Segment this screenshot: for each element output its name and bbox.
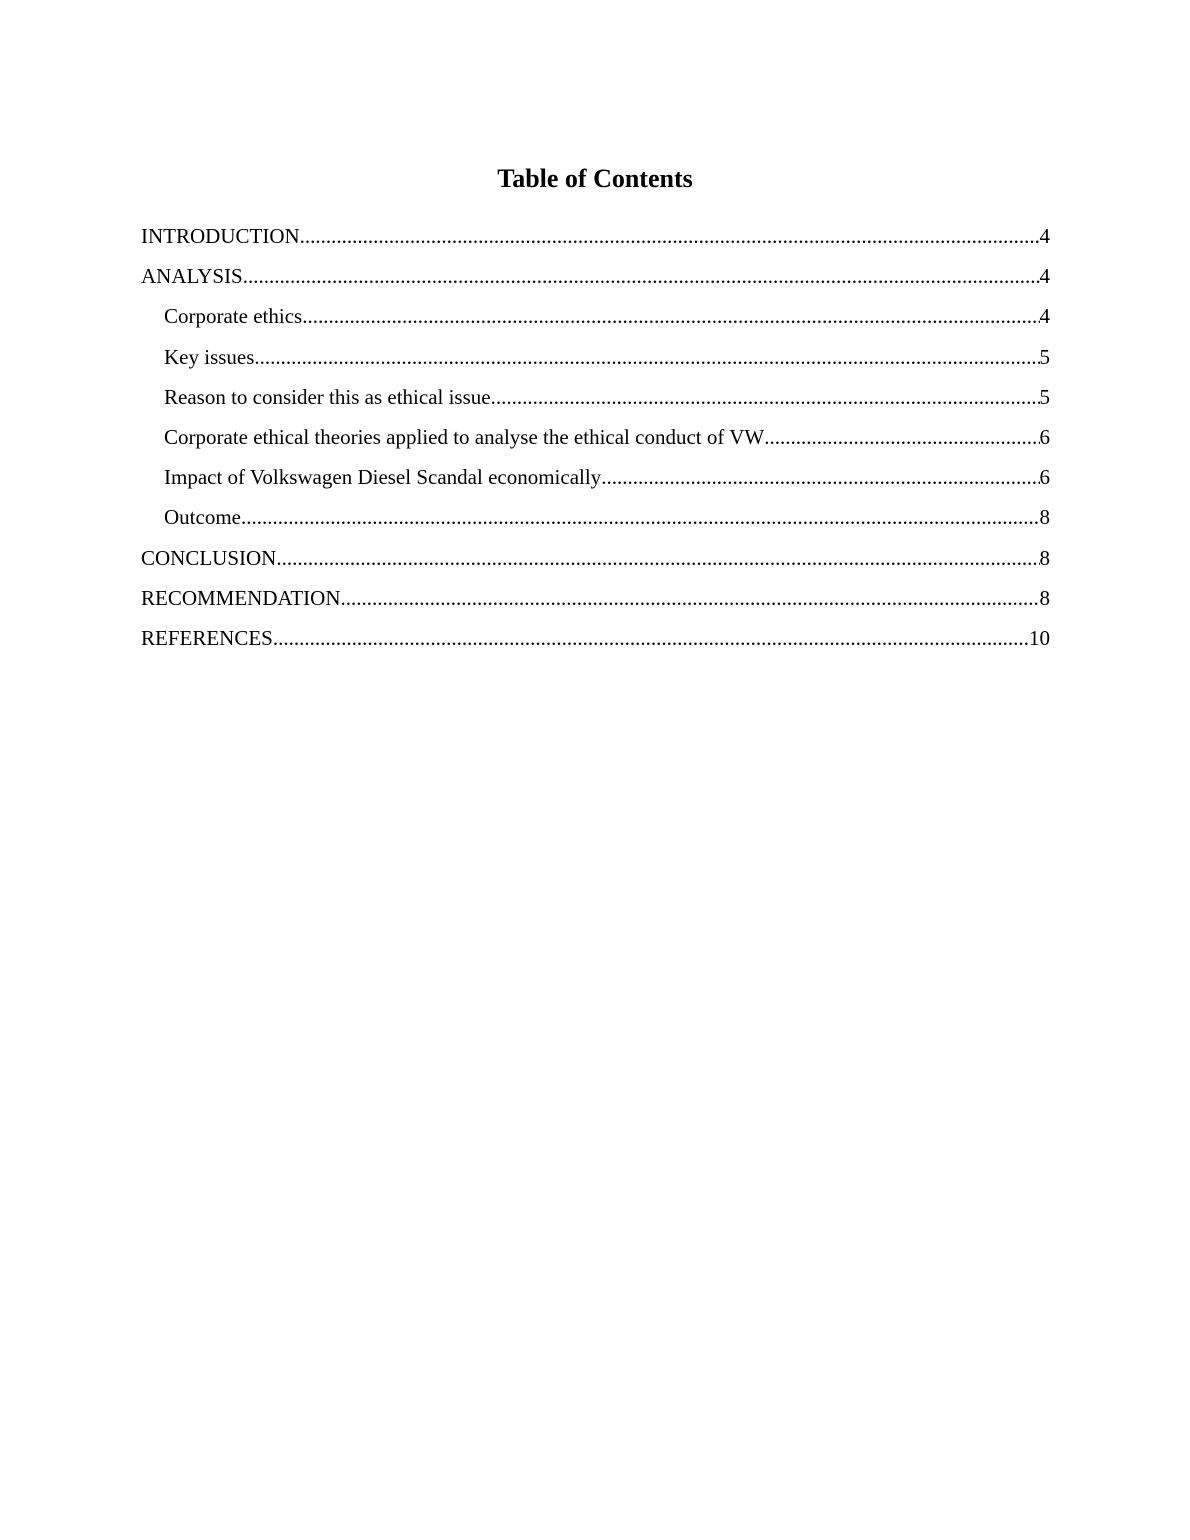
toc-entry-corporate-ethics[interactable] — [141, 299, 1050, 339]
table-of-contents — [141, 219, 1050, 661]
toc-entry-conclusion[interactable] — [141, 541, 1050, 581]
toc-entry-page: 6 — [1039, 465, 1050, 490]
toc-entry-economic-impact[interactable] — [141, 460, 1050, 500]
toc-entry-label: CONCLUSION — [141, 545, 277, 570]
toc-entry-label: INTRODUCTION — [141, 224, 300, 248]
toc-entry-introduction[interactable] — [141, 219, 1050, 259]
toc-title: Table of Contents — [497, 164, 693, 193]
toc-dot-leader — [601, 460, 1039, 494]
toc-entry-ethical-theories[interactable] — [141, 420, 1050, 460]
toc-entry-label: Outcome — [164, 505, 241, 530]
toc-entry-page: 5 — [1039, 344, 1050, 369]
toc-entry-page: 8 — [1039, 585, 1050, 610]
toc-entry-page: 4 — [1039, 224, 1050, 248]
toc-entry-page: 4 — [1039, 264, 1050, 289]
toc-dot-leader — [243, 259, 1040, 293]
toc-entry-label: RECOMMENDATION — [141, 585, 341, 610]
toc-dot-leader — [764, 420, 1039, 454]
toc-dot-leader — [241, 500, 1040, 534]
toc-entry-reason-ethical-issue[interactable] — [141, 380, 1050, 420]
toc-entry-page: 6 — [1039, 424, 1050, 449]
toc-dot-leader — [254, 340, 1039, 374]
toc-entry-page: 5 — [1039, 384, 1050, 409]
toc-dot-leader — [302, 299, 1039, 333]
toc-dot-leader — [273, 621, 1029, 655]
toc-entry-analysis[interactable] — [141, 259, 1050, 299]
toc-entry-page: 10 — [1029, 625, 1050, 650]
toc-entry-label: Key issues — [164, 344, 255, 369]
toc-dot-leader — [276, 541, 1039, 575]
toc-entry-page: 4 — [1039, 304, 1050, 329]
toc-entry-page: 8 — [1039, 545, 1050, 570]
toc-entry-recommendation[interactable] — [141, 581, 1050, 621]
toc-entry-label: REFERENCES — [141, 625, 273, 650]
toc-entry-label: Corporate ethical theories applied to analyse the ethical conduct of VW — [164, 424, 765, 449]
toc-entry-label: Corporate ethics — [164, 304, 303, 329]
toc-entry-label: ANALYSIS — [141, 264, 243, 289]
toc-entry-references[interactable] — [141, 621, 1050, 661]
toc-entry-page: 8 — [1039, 505, 1050, 530]
toc-dot-leader — [491, 380, 1040, 414]
toc-entry-label: Reason to consider this as ethical issue — [164, 384, 491, 409]
toc-dot-leader — [341, 581, 1040, 615]
toc-dot-leader — [300, 219, 1040, 253]
toc-entry-outcome[interactable] — [141, 500, 1050, 540]
toc-entry-label: Impact of Volkswagen Diesel Scandal economically — [164, 465, 602, 490]
toc-entry-key-issues[interactable] — [141, 340, 1050, 380]
